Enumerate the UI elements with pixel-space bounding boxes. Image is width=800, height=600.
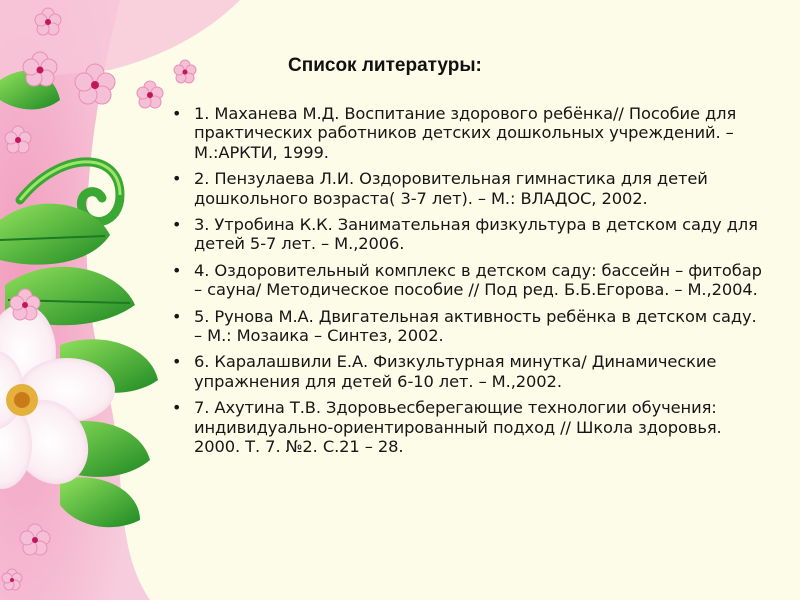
bullet-dot-icon: • — [172, 215, 182, 235]
bullet-dot-icon: • — [172, 352, 182, 372]
bullet-dot-icon: • — [172, 169, 182, 189]
references-list — [168, 104, 768, 464]
list-item: • 3. Утробина К.К. Занимательная физкультура в детском саду для детей 5-7 лет. – М.,2006. — [172, 215, 758, 254]
list-item: • 2. Пензулаева Л.И. Оздоровительная гимнастика для детей дошкольного возраста( 3-7 лет). – М.: ВЛАДОС, 2002. — [172, 169, 708, 208]
list-item: • 5. Рунова М.А. Двигательная активность ребёнка в детском саду. – М.: Мозаика – Синтез, 2002. — [172, 306, 757, 346]
bullet-dot-icon: • — [172, 260, 182, 280]
page-title: Список литературы: — [288, 55, 482, 76]
bullet-dot-icon: • — [172, 398, 182, 418]
bullet-dot-icon: • — [172, 104, 182, 123]
list-item: • 1. Маханева М.Д. Воспитание здорового ребёнка// Пособие для практических работников детских дошкольных учреждений. – М.:АРКТИ, 1999. — [172, 104, 737, 162]
bullet-dot-icon: • — [172, 306, 182, 326]
list-item: • 6. Каралашвили Е.А. Физкультурная минутка/ Динамические упражнения для детей 6-10 лет. – М.,2002. — [172, 352, 717, 391]
list-item: • 4. Оздоровительный комплекс в детском саду: бассейн – фитобар – сауна/ Методическое пособие // Под ред. Б.Б.Егорова. – М.,2004. — [172, 260, 762, 300]
list-item: • 7. Ахутина Т.В. Здоровьесберегающие технологии обучения: индивидуально-ориентированный подход // Школа здоровья. 2000. Т. 7. №2. С.21 – 28. — [172, 398, 722, 457]
